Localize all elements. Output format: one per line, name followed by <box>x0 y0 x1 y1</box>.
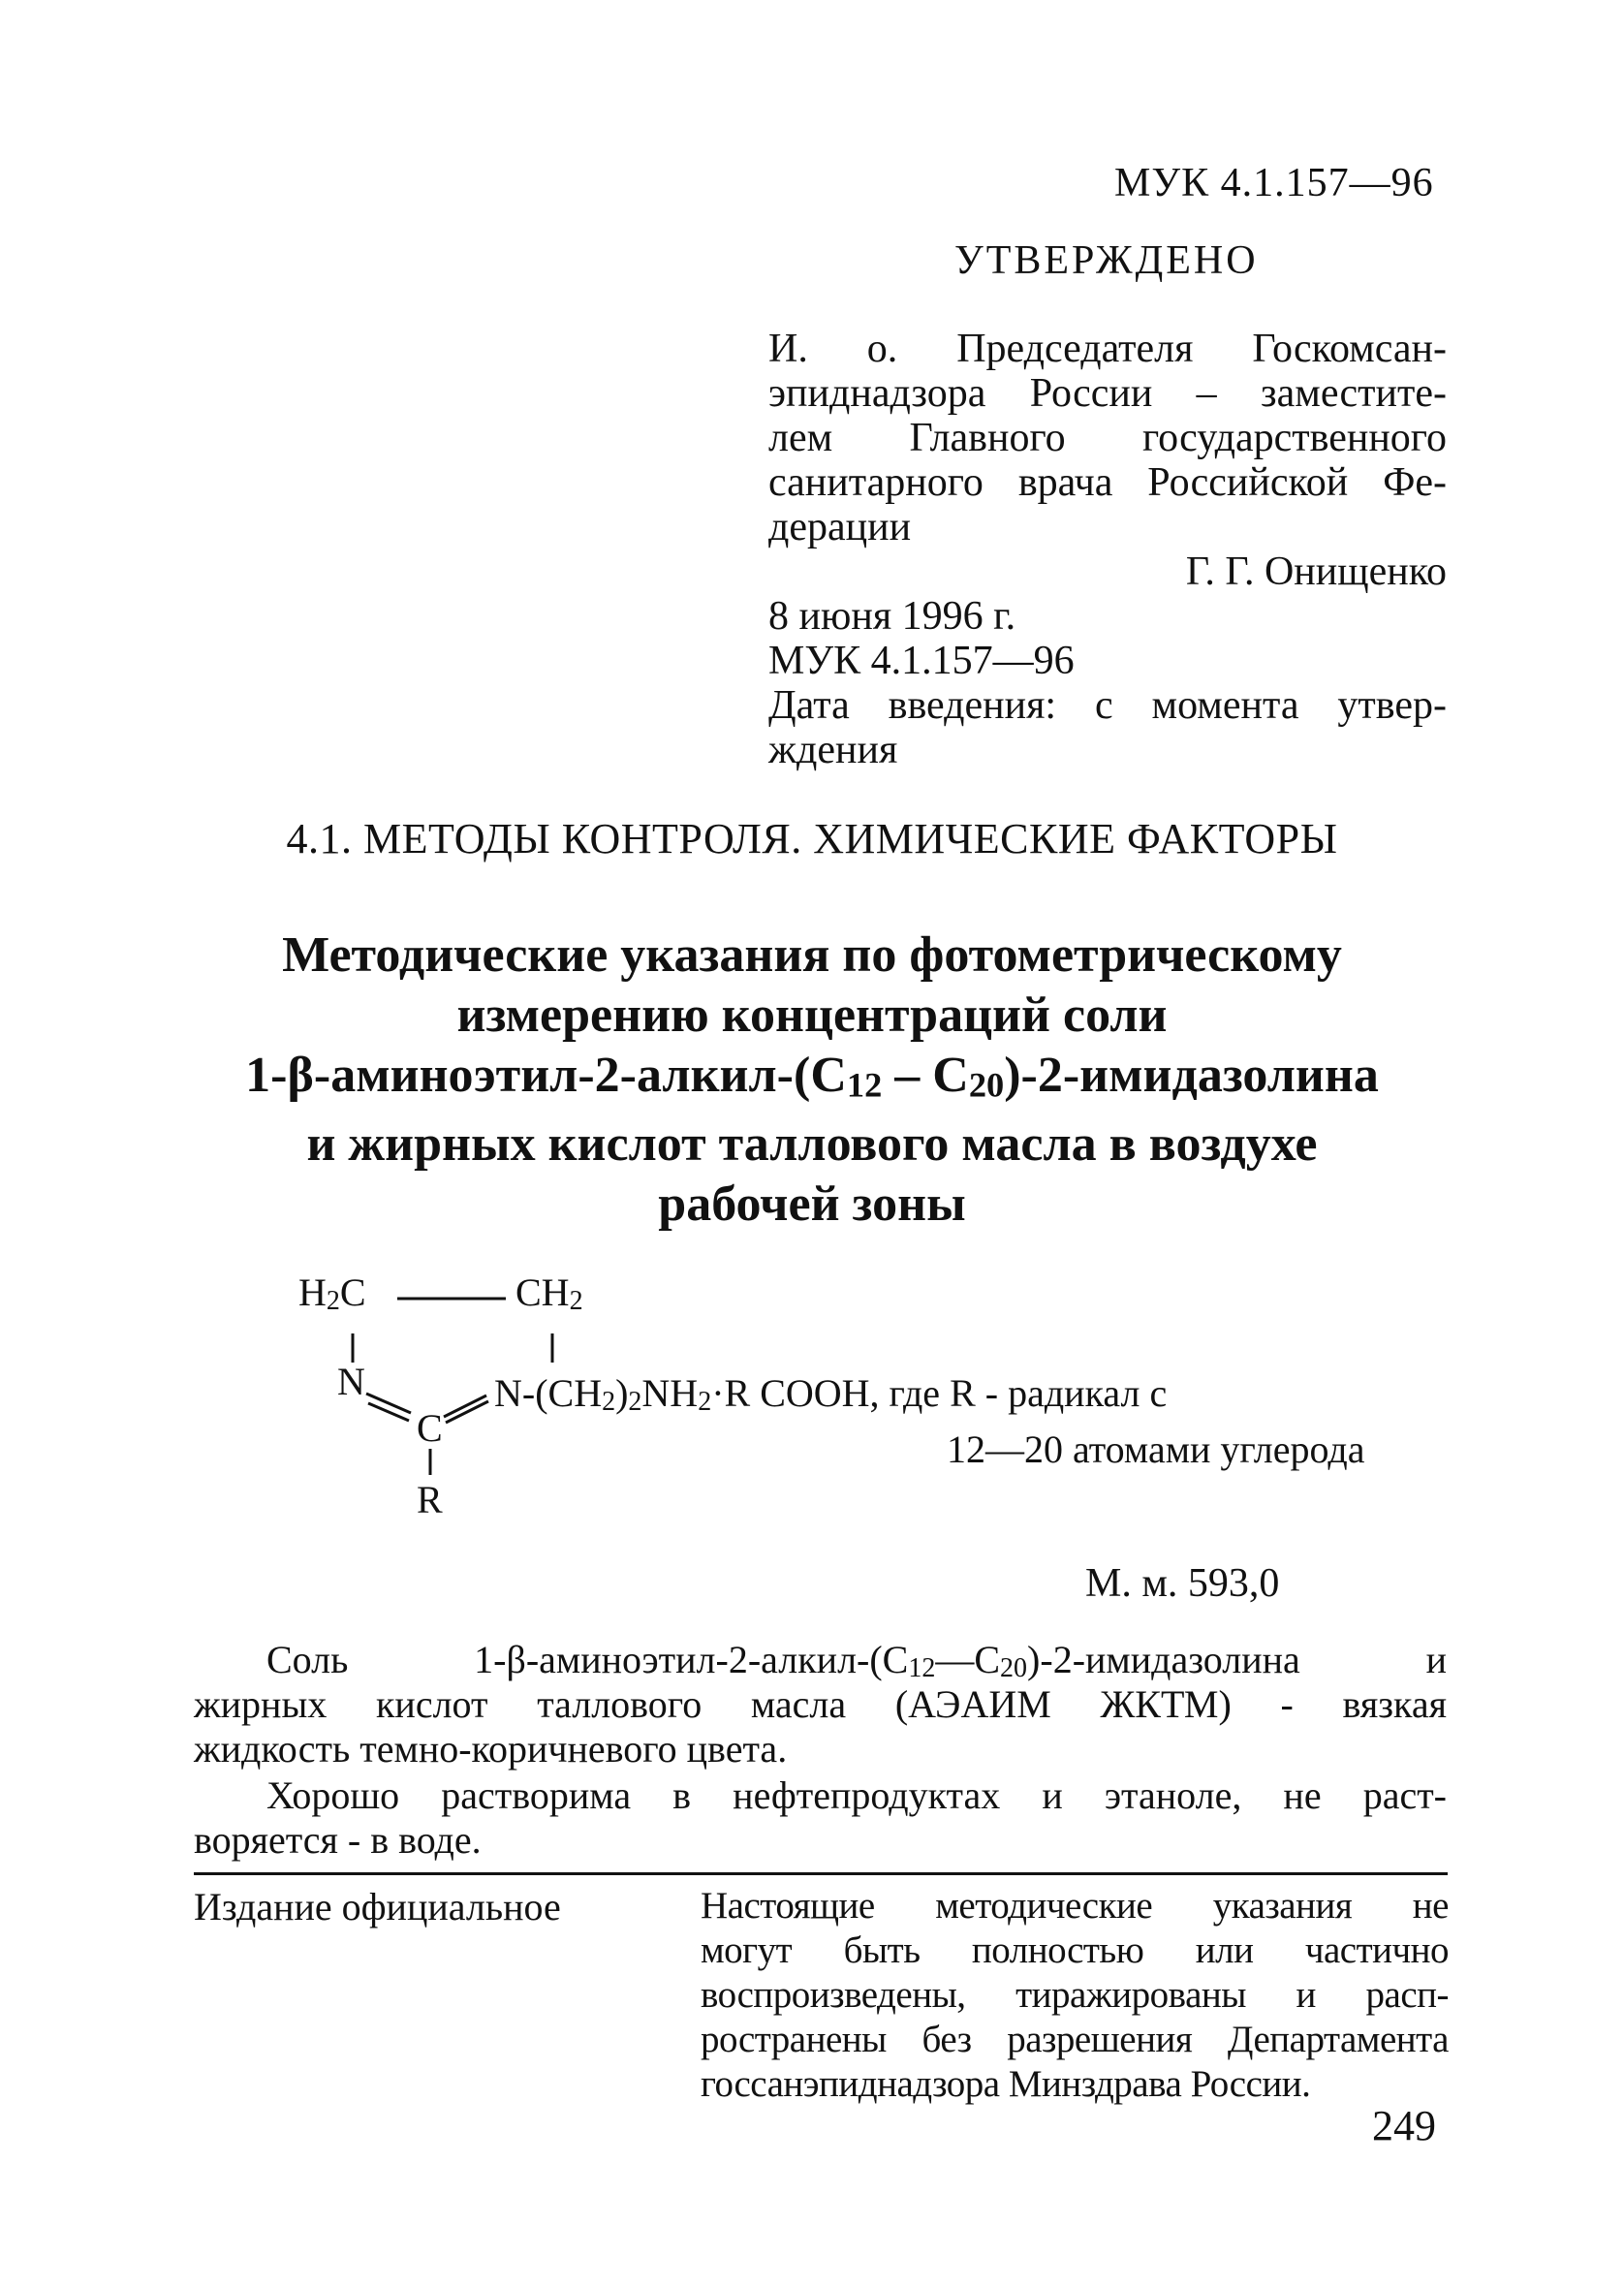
document-title <box>0 925 1624 1235</box>
notice-line: госсанэпиднадзора Минздрава России. <box>701 2063 1311 2105</box>
notice-line: Настоящие методические указания не <box>701 1885 1449 1927</box>
side-chain-label: $N-(CH_2)_2NH_2\cdot R$ COOH, где R - радикал с <box>494 1371 1168 1418</box>
notice-line: могут быть полностью или частично <box>701 1929 1449 1971</box>
copyright-notice <box>701 1884 1449 2107</box>
approval-line: лем Главного государственного <box>768 416 1447 460</box>
approval-line: эпиднадзора России – заместите- <box>768 371 1447 416</box>
official-edition-label: Издание официальное <box>194 1885 561 1928</box>
title-text: 1-β-аминоэтил-2-алкил-(C <box>245 1048 847 1103</box>
approval-date: 8 июня 1996 г. <box>768 594 1016 639</box>
ring-c-label: C <box>417 1406 443 1450</box>
paragraph-line: Соль $1-\beta-аминоэтил-2-алкил-(C_{12}—C_{20})-2$-имидазолина и <box>266 1638 1447 1684</box>
double-bond-b <box>368 1403 409 1421</box>
approval-line: санитарного врача Российской Фе- <box>768 460 1447 505</box>
notice-line: ространены без разрешения Департамента <box>701 2019 1449 2060</box>
title-line: и жирных кислот таллового масла в воздухе <box>306 1116 1318 1173</box>
ring-n-label: N <box>337 1360 365 1403</box>
signatory: Г. Г. Онищенко <box>1185 549 1447 594</box>
approved-heading: УТВЕРЖДЕНО <box>954 238 1259 283</box>
paragraph-line: жирных кислот таллового масла (АЭАИМ ЖКТМ) - вязкая <box>194 1682 1447 1726</box>
document-code-repeat: МУК 4.1.157—96 <box>768 639 1075 683</box>
title-line <box>0 1046 1624 1114</box>
notice-line: воспроизведены, тиражированы и расп- <box>701 1974 1449 2016</box>
side-chain-note: 12—20 атомами углерода <box>947 1427 1365 1471</box>
double-bond-a <box>366 1394 411 1413</box>
approval-block <box>768 327 1447 772</box>
intro-date: Дата введения: с момента утвер- <box>768 683 1447 728</box>
title-line: Методические указания по фотометрическому <box>282 927 1342 983</box>
h2c-label: $H_2C$ <box>298 1270 366 1317</box>
ch2-label: $CH_2$ <box>515 1270 583 1317</box>
title-line: измерению концентраций соли <box>456 988 1168 1043</box>
intro-date-cont: ждения <box>768 728 898 772</box>
paragraph-line: воряется - в воде. <box>194 1818 482 1862</box>
paragraph-line: жидкость темно-коричневого цвета. <box>194 1727 788 1771</box>
paragraph-line: Хорошо растворима в нефтепродуктах и этаноле, не раст- <box>266 1773 1447 1817</box>
section-heading: 4.1. МЕТОДЫ КОНТРОЛЯ. ХИМИЧЕСКИЕ ФАКТОРЫ <box>286 815 1338 862</box>
solubility-paragraph <box>194 1773 1447 1863</box>
molar-mass: М. м. 593,0 <box>1085 1561 1280 1606</box>
title-text: )-2-имидазолина <box>1004 1048 1379 1103</box>
title-line: рабочей зоны <box>658 1176 966 1233</box>
description-paragraph <box>194 1638 1447 1772</box>
chemical-structure <box>291 1270 1453 1551</box>
approval-line: И. о. Председателя Госкомсан- <box>768 327 1447 371</box>
r-group-label: R <box>417 1478 443 1521</box>
title-sub: 20 <box>968 1065 1005 1105</box>
title-text: – C <box>882 1048 969 1103</box>
document-code: МУК 4.1.157—96 <box>1114 161 1434 205</box>
page-number: 249 <box>1372 2102 1436 2149</box>
approval-line: дерации <box>768 505 912 549</box>
footer-rule <box>194 1872 1448 1875</box>
title-sub: 12 <box>846 1065 883 1105</box>
